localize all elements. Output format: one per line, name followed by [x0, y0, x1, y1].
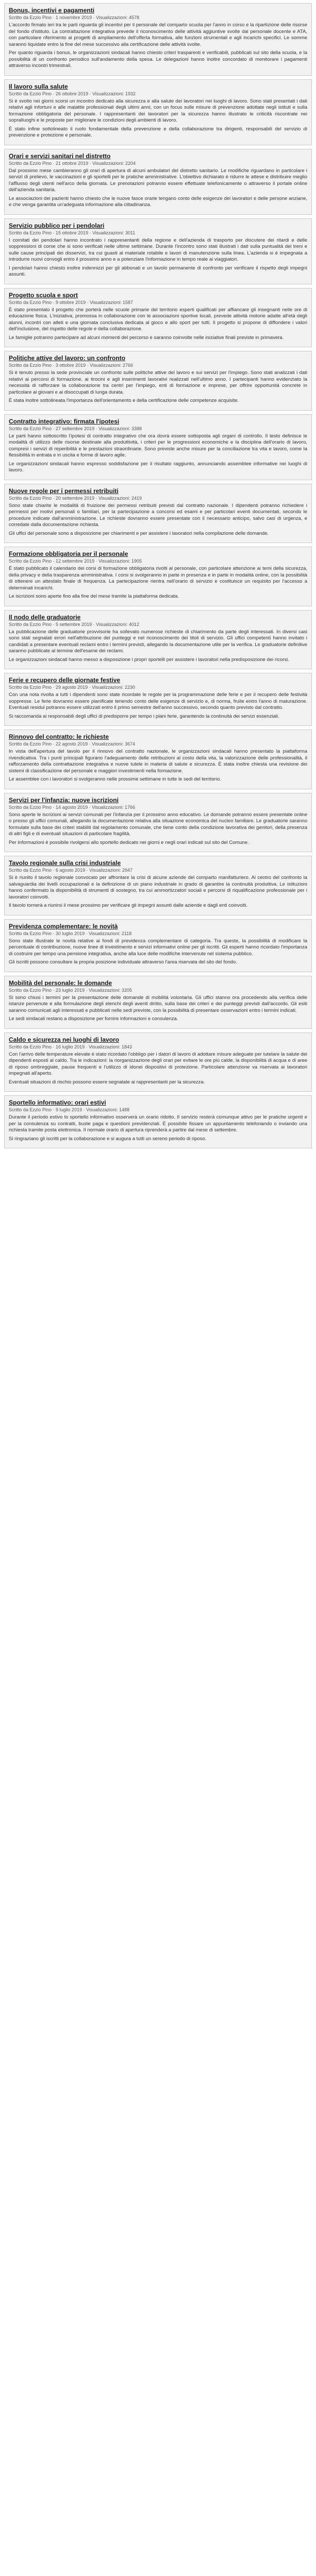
article-meta: Scritto da Ezzio Pino · 12 settembre 2019 · Visualizzazioni: 1905: [9, 558, 142, 564]
article-meta: Scritto da Ezzio Pino · 9 ottobre 2019 · Visualizzazioni: 1587: [9, 299, 133, 305]
article-body: [9, 1114, 307, 1142]
article-meta: Scritto da Ezzio Pino · 20 settembre 2019 · Visualizzazioni: 2419: [9, 495, 142, 501]
article-body: [9, 875, 307, 909]
article-paragraph: Si sono chiusi i termini per la presentazione delle domande di mobilità volontaria. Gli uffici stanno ora procedendo alla verifica delle istanze pervenute e alla formulazione degli elenchi degli aventi diritto, sulla base dei criteri e dei punteggi previsti dall'accordo. Gli esiti saranno comunicati agli interessati e pubblicati nelle sedi previste, con la possibilità di presentare osservazioni entro i termini indicati.: [9, 994, 307, 1013]
article-meta: Scritto da Ezzio Pino · 26 ottobre 2019 · Visualizzazioni: 1932: [9, 91, 136, 96]
article-title-link[interactable]: Rinnovo del contratto: le richieste: [9, 733, 109, 740]
article-card: [4, 673, 312, 726]
article-paragraph: È stato infine sottolineato il ruolo fondamentale della prevenzione e della collaborazione tra dirigenti, responsabili del servizio di prevenzione e protezione e personale.: [9, 126, 307, 138]
article-title-link[interactable]: Caldo e sicurezza nei luoghi di lavoro: [9, 1036, 120, 1043]
article-card: [4, 976, 312, 1029]
article-paragraph: Le sedi sindacali restano a disposizione per fornire informazioni e consulenza.: [9, 1016, 178, 1022]
article-paragraph: Le famiglie potranno partecipare ad alcuni momenti del percorso e saranno coinvolte nelle iniziative finali previste in primavera.: [9, 334, 284, 341]
article-body: [9, 995, 307, 1023]
article-title-link[interactable]: Servizi per l'infanzia: nuove iscrizioni: [9, 796, 119, 804]
article-card: [4, 3, 312, 76]
article-title-link[interactable]: Il nodo delle graduatorie: [9, 613, 81, 621]
article-card: [4, 856, 312, 916]
article-paragraph: Per informazioni è possibile rivolgersi allo sportello dedicato nei giorni e negli orari indicati sul sito del Comune.: [9, 839, 249, 845]
article-body: [9, 98, 307, 139]
article-title-link[interactable]: Formazione obbligatoria per il personale: [9, 550, 128, 557]
article-body: [9, 168, 307, 209]
article-meta: Scritto da Ezzio Pino · 5 settembre 2019 · Visualizzazioni: 4012: [9, 621, 139, 627]
article-paragraph: Le iscrizioni sono aperte fino alla fine del mese tramite la piattaforma dedicata.: [9, 594, 179, 599]
article-meta: Scritto da Ezzio Pino · 9 luglio 2019 · Visualizzazioni: 1488: [9, 1107, 129, 1112]
article-body: [9, 629, 307, 664]
article-paragraph: Si è tenuto presso la sede provinciale un confronto sulle politiche attive del lavoro e sui servizi per l'impiego. Sono stati analizzati i dati relativi ai percorsi di formazione, ai tirocini e agli inserimenti lavorativi realizzati nell'ultimo anno. I partecipanti hanno evidenziato la necessità di rafforzare la collaborazione tra centri per l'impiego, enti di formazione e imprese, per offrire opportunità concrete in particolare ai giovani e ai disoccupati di lunga durata.: [9, 370, 307, 395]
article-title-link[interactable]: Tavolo regionale sulla crisi industriale: [9, 859, 121, 867]
article-paragraph: Le organizzazioni sindacali hanno espresso soddisfazione per il risultato raggiunto, annunciando assemblee informative nei luoghi di lavoro.: [9, 461, 307, 473]
article-paragraph: I comitati dei pendolari hanno incontrato i rappresentanti della regione e dell'azienda di trasporto per discutere dei ritardi e delle soppressioni di corse che si sono verificati nelle ultime settimane. Durante l'incontro sono stati illustrati i dati sulla puntualità dei treni e sulle cause principali dei disservizi, tra cui guasti al materiale rotabile e lavori di manutenzione sulla linea. L'azienda si è impegnata a introdurre nuovi convogli entro il prossimo anno e a potenziare l'informazione in tempo reale ai viaggiatori.: [9, 237, 307, 262]
article-title-link[interactable]: Ferie e recupero delle giornate festive: [9, 676, 121, 684]
article-paragraph: Le assemblee con i lavoratori si svolgeranno nelle prossime settimane in tutte le sedi del territorio.: [9, 776, 221, 782]
article-meta: Scritto da Ezzio Pino · 23 luglio 2019 · Visualizzazioni: 3205: [9, 987, 132, 993]
article-card: [4, 218, 312, 284]
article-list: [0, 0, 316, 1162]
article-paragraph: Sono state chiarite le modalità di fruizione dei permessi retribuiti previsti dal contratto nazionale. I dipendenti potranno richiedere i permessi per motivi personali o familiari, per la partecipazione a concorsi ed esami e per particolari eventi documentati, secondo le procedure indicate dall'amministrazione. Le richieste dovranno essere presentate con il necessario anticipo, salvo casi di urgenza, e corredate dalla documentazione richiesta.: [9, 502, 307, 528]
article-paragraph: Con una nota rivolta a tutti i dipendenti sono state ricordate le regole per la programmazione delle ferie e per il recupero delle festività soppresse. Le ferie dovranno essere pianificate tenendo conto delle esigenze di servizio e, di norma, fruite entro l'anno di maturazione. Eventuali residui potranno essere utilizzati entro il primo semestre dell'anno successivo, secondo quanto previsto dal contratto.: [9, 692, 307, 710]
article-meta: Scritto da Ezzio Pino · 3 ottobre 2019 · Visualizzazioni: 2766: [9, 363, 133, 368]
article-card: [4, 351, 312, 411]
article-body: [9, 566, 307, 600]
article-paragraph: È stata inoltre sottolineata l'importanza dell'orientamento e della certificazione delle competenze acquisite.: [9, 398, 239, 403]
article-card: [4, 484, 312, 544]
article-meta: Scritto da Ezzio Pino · 15 ottobre 2019 · Visualizzazioni: 3011: [9, 230, 136, 235]
article-paragraph: Sono aperte le iscrizioni ai servizi comunali per l'infanzia per il prossimo anno educativo. Le domande potranno essere presentate online o presso gli uffici comunali, allegando la documentazione relativa alla situazione economica del nucleo familiare. Le graduatorie saranno formulate sulla base dei criteri stabiliti dal regolamento comunale, che tiene conto della condizione lavorativa dei genitori, della presenza di altri figli e di eventuali situazioni di particolare fragilità.: [9, 811, 307, 837]
article-paragraph: Si è svolto nei giorni scorsi un incontro dedicato alla sicurezza e alla salute dei lavoratori nei luoghi di lavoro. Sono stati presentati i dati relativi agli infortuni e alle malattie professionali degli ultimi anni, con un focus sulle misure di prevenzione adottate negli istituti e sulla formazione obbligatoria del personale. I rappresentanti dei lavoratori per la sicurezza hanno illustrato le criticità riscontrate nei sopralluoghi e le proposte per migliorare le condizioni degli ambienti di lavoro.: [9, 98, 307, 123]
article-body: [9, 749, 307, 783]
article-paragraph: L'accordo firmato ieri tra le parti riguarda gli incentivi per il personale del comparto scuola per l'anno in corso e la ripartizione delle risorse del fondo d'istituto. La contrattazione integrativa prevede il riconoscimento delle attività aggiuntive svolte dal personale docente e ATA, con particolare riferimento ai progetti di ampliamento dell'offerta formativa, alle funzioni strumentali e agli incarichi specifici. Le somme saranno liquidate entro la fine del mese successivo alla certificazione delle attività svolte.: [9, 22, 307, 47]
article-paragraph: Le parti hanno sottoscritto l'ipotesi di contratto integrativo che ora dovrà essere sottoposta agli organi di controllo. Il testo definisce le modalità di utilizzo delle risorse destinate alla produttività, i criteri per le progressioni economiche e la disciplina dell'orario di lavoro, compresi i servizi di reperibilità e le prestazioni straordinarie. Sono previste anche misure per la conciliazione tra vita e lavoro, come la flessibilità in entrata e in uscita e forme di lavoro agile.: [9, 433, 307, 458]
article-title-link[interactable]: Bonus, incentivi e pagamenti: [9, 7, 95, 14]
article-title-link[interactable]: Nuove regole per i permessi retribuiti: [9, 487, 119, 495]
article-body: [9, 238, 307, 278]
article-paragraph: Si ringraziano gli iscritti per la collaborazione e si augura a tutti un sereno periodo di riposo.: [9, 1136, 207, 1142]
article-card: [4, 547, 312, 606]
article-paragraph: Il tavolo tornerà a riunirsi il mese prossimo per verificare gli impegni assunti dalle aziende e dagli enti coinvolti.: [9, 903, 248, 908]
article-card: [4, 919, 312, 972]
article-meta: Scritto da Ezzio Pino · 22 agosto 2019 · Visualizzazioni: 3674: [9, 741, 135, 747]
article-paragraph: Si raccomanda ai responsabili degli uffici di predisporre per tempo i piani ferie, garantendo la continuità dei servizi essenziali.: [9, 713, 279, 719]
article-paragraph: È stato presentato il progetto che porterà nelle scuole primarie del territorio esperti qualificati per affiancare gli insegnanti nelle ore di educazione fisica. L'iniziativa, promossa in collaborazione con le associazioni sportive locali, prevede attività motorie adatte all'età degli alunni, incontri con atleti e una giornata conclusiva dedicata al gioco e allo sport per tutti. Il progetto si propone di diffondere i valori dell'inclusione, del rispetto delle regole e della collaborazione.: [9, 307, 307, 332]
article-meta: Scritto da Ezzio Pino · 29 agosto 2019 · Visualizzazioni: 2230: [9, 685, 135, 690]
article-title-link[interactable]: Previdenza complementare: le novità: [9, 922, 118, 930]
article-paragraph: Le organizzazioni sindacali hanno messo a disposizione i propri sportelli per assistere i lavoratori nella predisposizione dei ricorsi.: [9, 656, 289, 663]
article-title-link[interactable]: Sportello informativo: orari estivi: [9, 1099, 106, 1106]
article-card: [4, 288, 312, 348]
article-body: [9, 1052, 307, 1086]
article-title-link[interactable]: Progetto scuola e sport: [9, 291, 78, 299]
article-paragraph: La pubblicazione delle graduatorie provvisorie ha sollevato numerose richieste di chiarimento da parte degli interessati. In diversi casi sono stati segnalati errori nell'attribuzione dei punteggi e nel riconoscimento dei titoli di servizio. Gli uffici competenti hanno invitato i candidati a presentare eventuali reclami entro i termini previsti, allegando la documentazione utile per la verifica. Le graduatorie definitive saranno pubblicate al termine dell'esame dei reclami.: [9, 629, 307, 654]
article-paragraph: Le associazioni dei pazienti hanno chiesto che le nuove fasce orarie tengano conto delle esigenze dei lavoratori e delle persone anziane, e che venga garantita un'adeguata informazione alla cittadinanza.: [9, 195, 307, 208]
article-title-link[interactable]: Servizio pubblico per i pendolari: [9, 222, 105, 229]
article-body: [9, 370, 307, 404]
article-paragraph: Gli iscritti possono consultare la propria posizione individuale attraverso l'area riservata del sito del fondo.: [9, 959, 237, 965]
article-meta: Scritto da Ezzio Pino · 21 ottobre 2019 · Visualizzazioni: 2204: [9, 160, 136, 166]
article-paragraph: Dal prossimo mese cambieranno gli orari di apertura di alcuni ambulatori del distretto sanitario. Le modifiche riguardano in particolare i servizi di prelievo, le vaccinazioni e gli sportelli per le pratiche amministrative. L'obiettivo dichiarato è ridurre le attese e distribuire meglio l'afflusso degli utenti nell'arco della giornata. Le prenotazioni potranno essere effettuate telefonicamente o attraverso il portale online dell'azienda sanitaria.: [9, 167, 307, 193]
article-body: [9, 433, 307, 474]
article-paragraph: Con l'arrivo delle temperature elevate è stato ricordato l'obbligo per i datori di lavoro di adottare misure adeguate per tutelare la salute dei dipendenti esposti al caldo. Tra le indicazioni: la riorganizzazione degli orari per evitare le ore più calde, la disponibilità di acqua e di aree di riposo ombreggiate, pause frequenti e l'utilizzo di idonei dispositivi di protezione. Particolare attenzione va riservata ai lavoratori impegnati all'aperto.: [9, 1051, 307, 1076]
article-card: [4, 793, 312, 853]
article-paragraph: I pendolari hanno chiesto inoltre indennizzi per gli abbonati e un tavolo permanente di confronto per verificare il rispetto degli impegni assunti.: [9, 265, 307, 277]
article-meta: Scritto da Ezzio Pino · 1 novembre 2019 · Visualizzazioni: 4578: [9, 15, 139, 20]
article-body: [9, 938, 307, 966]
article-card: [4, 414, 312, 480]
article-card: [4, 610, 312, 670]
article-paragraph: Gli uffici del personale sono a disposizione per chiarimenti e per assistere i lavoratori nella compilazione delle domande.: [9, 530, 269, 536]
article-meta: Scritto da Ezzio Pino · 14 agosto 2019 · Visualizzazioni: 1766: [9, 804, 135, 810]
article-paragraph: Durante il periodo estivo lo sportello informativo osserverà un orario ridotto. Il servizio resterà comunque attivo per le pratiche urgenti e per la consulenza su contratti, buste paga e questioni previdenziali. È possibile fissare un appuntamento telefonando o inviando una richiesta tramite posta elettronica. Il normale orario di apertura riprenderà a partire dal mese di settembre.: [9, 1114, 307, 1133]
article-body: [9, 692, 307, 720]
article-paragraph: Si è riunito il tavolo regionale convocato per affrontare la crisi di alcune aziende del comparto manifatturiero. Al centro del confronto la salvaguardia dei livelli occupazionali e la definizione di un piano industriale in grado di garantire la continuità produttiva. Le istituzioni hanno confermato la disponibilità di strumenti di sostegno, tra cui ammortizzatori sociali e percorsi di riqualificazione professionale per i lavoratori coinvolti.: [9, 875, 307, 900]
article-meta: Scritto da Ezzio Pino · 30 luglio 2019 · Visualizzazioni: 2118: [9, 930, 132, 936]
article-title-link[interactable]: Politiche attive del lavoro: un confronto: [9, 354, 126, 362]
article-paragraph: È stato pubblicato il calendario dei corsi di formazione obbligatoria rivolti al personale, con particolare attenzione ai temi della sicurezza, della privacy e della trasparenza amministrativa. I corsi si svolgeranno in parte in presenza e in parte in modalità online, con la possibilità di ottenere un attestato finale di frequenza. La partecipazione rientra nell'orario di servizio e costituisce un requisito per l'accesso a determinati incarichi.: [9, 566, 307, 591]
article-body: [9, 503, 307, 537]
article-card: [4, 730, 312, 789]
article-card: [4, 79, 312, 145]
article-title-link[interactable]: Orari e servizi sanitari nel distretto: [9, 152, 111, 160]
article-body: [9, 307, 307, 342]
article-card: [4, 1095, 312, 1148]
article-body: [9, 22, 307, 70]
article-meta: Scritto da Ezzio Pino · 27 settembre 2019 · Visualizzazioni: 3388: [9, 426, 142, 431]
article-meta: Scritto da Ezzio Pino · 16 luglio 2019 · Visualizzazioni: 1843: [9, 1044, 132, 1049]
article-paragraph: Per quanto riguarda i bonus, le organizzazioni sindacali hanno chiesto criteri trasparenti e verificabili, pubblicati sul sito della scuola, e la possibilità di un confronto periodico sull'andamento della spesa. Le delegazioni hanno inoltre concordato di monitorare i pagamenti attraverso incontri trimestrali.: [9, 50, 307, 69]
article-paragraph: Sono state illustrate le novità relative ai fondi di previdenza complementare di categoria. Tra queste, la possibilità di modificare la percentuale di contribuzione, nuove linee di investimento e servizi informativi online per gli iscritti. Gli esperti hanno ricordato l'importanza di costruire per tempo una pensione integrativa, anche alla luce delle modifiche intervenute nel sistema pubblico.: [9, 938, 307, 957]
article-card: [4, 149, 312, 215]
article-title-link[interactable]: Mobilità del personale: le domande: [9, 979, 112, 987]
article-meta: Scritto da Ezzio Pino · 6 agosto 2019 · Visualizzazioni: 2947: [9, 868, 132, 873]
article-title-link[interactable]: Il lavoro sulla salute: [9, 82, 68, 90]
article-title-link[interactable]: Contratto integrativo: firmata l'ipotesi: [9, 417, 120, 425]
article-paragraph: Eventuali situazioni di rischio possono essere segnalate ai rappresentanti per la sicurezza.: [9, 1079, 205, 1085]
article-paragraph: In vista dell'apertura del tavolo per il rinnovo del contratto nazionale, le organizzazioni sindacali hanno presentato la piattaforma rivendicativa. Tra i punti principali figurano l'adeguamento delle retribuzioni al costo della vita, la valorizzazione delle professionalità, il rafforzamento della contrattazione integrativa e nuove tutele in materia di salute e sicurezza. È stata inoltre chiesta una revisione dei sistemi di classificazione del personale e maggiori investimenti nella formazione.: [9, 749, 307, 774]
article-body: [9, 812, 307, 846]
article-card: [4, 1032, 312, 1092]
